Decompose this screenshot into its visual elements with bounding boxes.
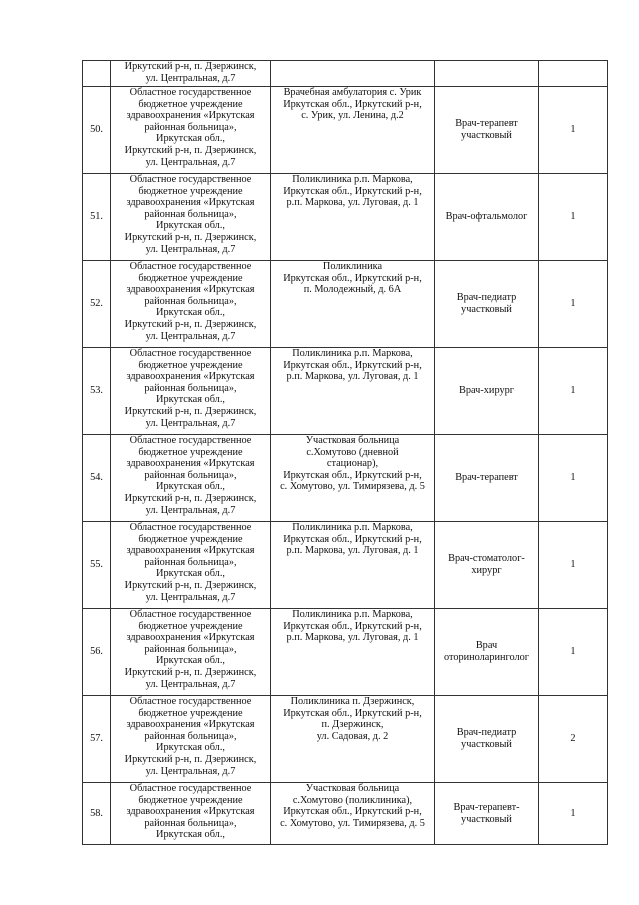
position-cell: Врач-педиатр участковый: [435, 261, 539, 348]
organization-cell: Областное государственное бюджетное учреждение здравоохранения «Иркутская районная больница», Иркутская обл., Иркутский р-н, п. Дзержинск, ул. Центральная, д.7: [111, 696, 271, 783]
count-cell: 2: [539, 696, 608, 783]
organization-cell: Областное государственное бюджетное учреждение здравоохранения «Иркутская районная больница», Иркутская обл., Иркутский р-н, п. Дзержинск, ул. Центральная, д.7: [111, 261, 271, 348]
table-row: [83, 435, 608, 522]
count-cell: 1: [539, 87, 608, 174]
count-cell: 1: [539, 348, 608, 435]
organization-cell: Областное государственное бюджетное учреждение здравоохранения «Иркутская районная больница», Иркутская обл., Иркутский р-н, п. Дзержинск, ул. Центральная, д.7: [111, 174, 271, 261]
count-cell: 1: [539, 174, 608, 261]
address-cell: Участковая больница с.Хомутово (дневной стационар), Иркутская обл., Иркутский р-н, с. Хомутово, ул. Тимирязева, д. 5: [271, 435, 435, 522]
position-cell: Врач-терапевт: [435, 435, 539, 522]
row-number: 58.: [83, 783, 111, 845]
table-row: [83, 348, 608, 435]
address-cell: Поликлиника п. Дзержинск, Иркутская обл., Иркутский р-н, п. Дзержинск, ул. Садовая, д. 2: [271, 696, 435, 783]
table-row: [83, 783, 608, 845]
address-cell: [271, 61, 435, 87]
row-number: 55.: [83, 522, 111, 609]
count-cell: 1: [539, 435, 608, 522]
organization-cell: Областное государственное бюджетное учреждение здравоохранения «Иркутская районная больница», Иркутская обл., Иркутский р-н, п. Дзержинск, ул. Центральная, д.7: [111, 522, 271, 609]
address-cell: Поликлиника р.п. Маркова, Иркутская обл., Иркутский р-н, р.п. Маркова, ул. Луговая, д. 1: [271, 609, 435, 696]
row-number: 56.: [83, 609, 111, 696]
row-number: [83, 61, 111, 87]
address-cell: Поликлиника р.п. Маркова, Иркутская обл., Иркутский р-н, р.п. Маркова, ул. Луговая, д. 1: [271, 348, 435, 435]
organization-cell: Областное государственное бюджетное учреждение здравоохранения «Иркутская районная больница», Иркутская обл., Иркутский р-н, п. Дзержинск, ул. Центральная, д.7: [111, 87, 271, 174]
table-row: [83, 87, 608, 174]
position-cell: Врач-педиатр участковый: [435, 696, 539, 783]
position-cell: Врач-терапевт- участковый: [435, 783, 539, 845]
table-row: [83, 522, 608, 609]
position-cell: Врач-хирург: [435, 348, 539, 435]
organization-cell: Областное государственное бюджетное учреждение здравоохранения «Иркутская районная больница», Иркутская обл., Иркутский р-н, п. Дзержинск, ул. Центральная, д.7: [111, 348, 271, 435]
row-number: 50.: [83, 87, 111, 174]
address-cell: Поликлиника р.п. Маркова, Иркутская обл., Иркутский р-н, р.п. Маркова, ул. Луговая, д. 1: [271, 522, 435, 609]
row-number: 52.: [83, 261, 111, 348]
table-row: [83, 61, 608, 87]
row-number: 54.: [83, 435, 111, 522]
row-number: 51.: [83, 174, 111, 261]
count-cell: 1: [539, 261, 608, 348]
organization-cell: Иркутский р-н, п. Дзержинск, ул. Центральная, д.7: [111, 61, 271, 87]
organization-cell: Областное государственное бюджетное учреждение здравоохранения «Иркутская районная больница», Иркутская обл., Иркутский р-н, п. Дзержинск, ул. Центральная, д.7: [111, 435, 271, 522]
position-cell: Врач-офтальмолог: [435, 174, 539, 261]
address-cell: Поликлиника р.п. Маркова, Иркутская обл., Иркутский р-н, р.п. Маркова, ул. Луговая, д. 1: [271, 174, 435, 261]
vacancy-table: [82, 60, 608, 845]
count-cell: [539, 61, 608, 87]
count-cell: 1: [539, 783, 608, 845]
row-number: 53.: [83, 348, 111, 435]
address-cell: Поликлиника Иркутская обл., Иркутский р-н, п. Молодежный, д. 6А: [271, 261, 435, 348]
count-cell: 1: [539, 522, 608, 609]
position-cell: Врач-стоматолог- хирург: [435, 522, 539, 609]
organization-cell: Областное государственное бюджетное учреждение здравоохранения «Иркутская районная больница», Иркутская обл., Иркутский р-н, п. Дзержинск, ул. Центральная, д.7: [111, 609, 271, 696]
position-cell: Врач-терапевт участковый: [435, 87, 539, 174]
position-cell: Врач оториноларинголог: [435, 609, 539, 696]
count-cell: 1: [539, 609, 608, 696]
table-row: [83, 174, 608, 261]
table-row: [83, 261, 608, 348]
address-cell: Участковая больница с.Хомутово (поликлиника), Иркутская обл., Иркутский р-н, с. Хомутово, ул. Тимирязева, д. 5: [271, 783, 435, 845]
address-cell: Врачебная амбулатория с. Урик Иркутская обл., Иркутский р-н, с. Урик, ул. Ленина, д.2: [271, 87, 435, 174]
table-row: [83, 696, 608, 783]
position-cell: [435, 61, 539, 87]
organization-cell: Областное государственное бюджетное учреждение здравоохранения «Иркутская районная больница», Иркутская обл.,: [111, 783, 271, 845]
table-row: [83, 609, 608, 696]
row-number: 57.: [83, 696, 111, 783]
